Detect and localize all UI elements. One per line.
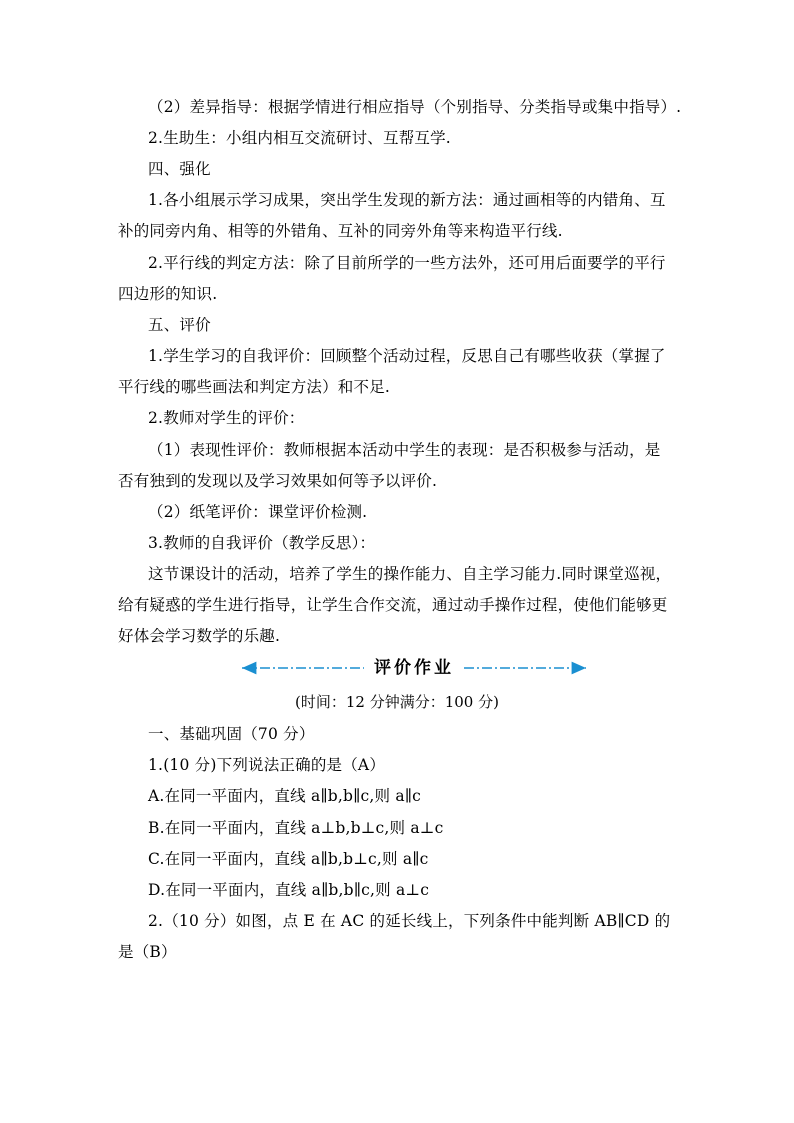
option-c: C.在同一平面内，直线 a∥b,b⊥c,则 a∥c — [148, 850, 429, 868]
question-1: 1.(10 分)下列说法正确的是（A） — [148, 756, 386, 774]
text-line: （2）差异指导：根据学情进行相应指导（个别指导、分类指导或集中指导）. — [148, 98, 682, 116]
option-d: D.在同一平面内，直线 a∥b,b∥c,则 a⊥c — [148, 881, 430, 899]
text-line: 1.学生学习的自我评价：回顾整个活动过程，反思自己有哪些收获（掌握了 — [148, 347, 666, 365]
text-line: 好体会学习数学的乐趣. — [118, 627, 281, 645]
option-b: B.在同一平面内，直线 a⊥b,b⊥c,则 a⊥c — [148, 819, 444, 837]
text-line: 四边形的知识. — [118, 285, 218, 303]
text-line: 这节课设计的活动，培养了学生的操作能力、自主学习能力.同时课堂巡视， — [148, 565, 672, 583]
time-note: (时间：12 分钟满分：100 分) — [295, 693, 499, 711]
question-2: 2.（10 分）如图，点 E 在 AC 的延长线上，下列条件中能判断 AB∥CD 的 — [148, 912, 671, 930]
section-title: 评价作业 — [374, 658, 454, 678]
exercise-section-heading: 一、基础巩固（70 分） — [148, 725, 315, 743]
text-line: 补的同旁内角、相等的外错角、互补的同旁外角等来构造平行线. — [118, 222, 563, 240]
text-line: 1.各小组展示学习成果，突出学生发现的新方法：通过画相等的内错角、互 — [148, 191, 666, 209]
text-line: 3.教师的自我评价（教学反思）： — [148, 534, 376, 552]
text-line: 2.生助生：小组内相互交流研讨、互帮互学. — [148, 129, 451, 147]
text-line: 否有独到的发现以及学习效果如何等予以评价. — [118, 472, 438, 490]
section-heading-strengthen: 四、强化 — [148, 160, 211, 178]
text-line: （2）纸笔评价：课堂评价检测. — [148, 503, 368, 521]
section-heading-evaluation: 五、评价 — [148, 316, 211, 334]
text-line: （1）表现性评价：教师根据本活动中学生的表现：是否积极参与活动，是 — [148, 441, 661, 459]
text-line: 2.平行线的判定方法：除了目前所学的一些方法外，还可用后面要学的平行 — [148, 254, 666, 272]
text-line: 给有疑惑的学生进行指导，让学生合作交流，通过动手操作过程，使他们能够更 — [118, 596, 668, 614]
text-line: 平行线的哪些画法和判定方法）和不足. — [118, 378, 391, 396]
question-2-answer: 是（B） — [118, 943, 177, 961]
section-banner — [236, 655, 592, 681]
text-line: 2.教师对学生的评价： — [148, 409, 305, 427]
option-a: A.在同一平面内，直线 a∥b,b∥c,则 a∥c — [148, 787, 421, 805]
